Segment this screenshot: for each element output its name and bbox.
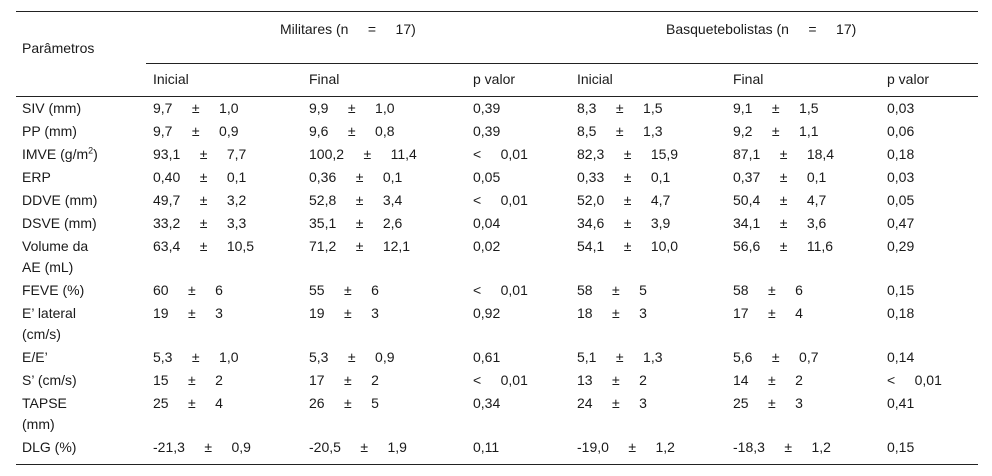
row-basquete-final: 34,1 ± 3,6 (733, 215, 827, 231)
row-basquete-final: 87,1 ± 18,4 (733, 146, 835, 162)
row-basquete-final: 9,1 ± 1,5 (733, 100, 819, 116)
row-basquete-inicial: 5,1 ± 1,3 (577, 349, 663, 365)
row-param-line2: (cm/s) (22, 326, 61, 342)
row-basquete-p: 0,18 (887, 305, 915, 321)
row-militares-inicial: 60 ± 6 (153, 282, 223, 298)
row-militares-final: 71,2 ± 12,1 (309, 238, 411, 254)
row-param: S’ (cm/s) (22, 372, 77, 388)
row-basquete-p: 0,03 (887, 169, 915, 185)
row-param: DSVE (mm) (22, 215, 97, 231)
row-militares-final: 9,6 ± 0,8 (309, 123, 395, 139)
table-row (16, 303, 978, 347)
row-param: TAPSE (22, 395, 67, 411)
subheader-final-basquete: Final (733, 71, 764, 87)
table-row (16, 347, 978, 369)
table-row (16, 167, 978, 189)
row-militares-final: 19 ± 3 (309, 305, 379, 321)
row-militares-inicial: 63,4 ± 10,5 (153, 238, 255, 254)
row-param-superscript: 2 (88, 145, 94, 156)
row-militares-p: 0,92 (473, 305, 501, 321)
row-militares-final: 55 ± 6 (309, 282, 379, 298)
row-militares-final: 0,36 ± 0,1 (309, 169, 403, 185)
row-militares-p: 0,02 (473, 238, 501, 254)
row-param: E/E’ (22, 349, 48, 365)
subheader-inicial-militares: Inicial (153, 71, 189, 87)
row-militares-p: < 0,01 (473, 372, 528, 388)
subheader-rule (16, 96, 978, 97)
row-basquete-inicial: 58 ± 5 (577, 282, 647, 298)
row-basquete-final: 0,37 ± 0,1 (733, 169, 827, 185)
row-basquete-p: 0,18 (887, 146, 915, 162)
row-militares-p: 0,04 (473, 215, 501, 231)
row-basquete-inicial: 18 ± 3 (577, 305, 647, 321)
row-param-text-end: ) (93, 146, 98, 162)
subheader-inicial-basquete: Inicial (577, 71, 613, 87)
subheader-p-valor-basquete: p valor (887, 71, 930, 87)
row-basquete-final: 58 ± 6 (733, 282, 803, 298)
row-basquete-final: 5,6 ± 0,7 (733, 349, 819, 365)
row-militares-p: 0,39 (473, 100, 501, 116)
row-param: DDVE (mm) (22, 192, 98, 208)
row-basquete-p: 0,05 (887, 192, 915, 208)
row-militares-p: 0,61 (473, 349, 501, 365)
row-basquete-inicial: 54,1 ± 10,0 (577, 238, 679, 254)
table-row (16, 98, 978, 120)
row-basquete-inicial: 13 ± 2 (577, 372, 647, 388)
table-row (16, 213, 978, 235)
row-param: E’ lateral (22, 305, 76, 321)
row-militares-p: < 0,01 (473, 282, 528, 298)
row-militares-final: 5,3 ± 0,9 (309, 349, 395, 365)
row-param: FEVE (%) (22, 282, 85, 298)
table-row (16, 236, 978, 280)
row-militares-inicial: 33,2 ± 3,3 (153, 215, 247, 231)
row-basquete-final: -18,3 ± 1,2 (733, 439, 831, 455)
row-militares-p: < 0,01 (473, 192, 528, 208)
header-parametros: Parâmetros (22, 40, 95, 56)
row-param-line2: (mm) (22, 416, 55, 432)
table-row (16, 144, 978, 166)
row-basquete-final: 17 ± 4 (733, 305, 803, 321)
row-basquete-p: 0,47 (887, 215, 915, 231)
row-basquete-inicial: 24 ± 3 (577, 395, 647, 411)
row-militares-p: 0,39 (473, 123, 501, 139)
table-row (16, 437, 978, 459)
row-param: Volume da (22, 238, 89, 254)
row-basquete-p: 0,15 (887, 439, 915, 455)
row-param: DLG (%) (22, 439, 77, 455)
row-militares-inicial: 5,3 ± 1,0 (153, 349, 239, 365)
row-militares-inicial: 93,1 ± 7,7 (153, 146, 247, 162)
header-group-militares: Militares (n = 17) (280, 21, 416, 37)
row-basquete-p: 0,15 (887, 282, 915, 298)
row-militares-inicial: 49,7 ± 3,2 (153, 192, 247, 208)
row-basquete-inicial: -19,0 ± 1,2 (577, 439, 675, 455)
header-group-basquetebolistas: Basquetebolistas (n = 17) (666, 21, 857, 37)
row-param: PP (mm) (22, 123, 77, 139)
row-militares-inicial: 9,7 ± 1,0 (153, 100, 239, 116)
subheader-p-valor-militares: p valor (473, 71, 516, 87)
row-basquete-inicial: 0,33 ± 0,1 (577, 169, 671, 185)
row-militares-final: 52,8 ± 3,4 (309, 192, 403, 208)
row-param-line2: AE (mL) (22, 259, 74, 275)
row-militares-p: 0,05 (473, 169, 501, 185)
row-param (22, 144, 98, 164)
table-row (16, 190, 978, 212)
row-militares-p: < 0,01 (473, 146, 528, 162)
row-militares-inicial: 15 ± 2 (153, 372, 223, 388)
table-row (16, 370, 978, 392)
row-militares-final: -20,5 ± 1,9 (309, 439, 407, 455)
row-militares-final: 17 ± 2 (309, 372, 379, 388)
subheader-final-militares: Final (309, 71, 340, 87)
row-militares-inicial: 25 ± 4 (153, 395, 223, 411)
row-basquete-p: 0,41 (887, 395, 915, 411)
table-top-rule (16, 11, 978, 12)
row-basquete-final: 14 ± 2 (733, 372, 803, 388)
row-basquete-inicial: 34,6 ± 3,9 (577, 215, 671, 231)
row-basquete-p: 0,29 (887, 238, 915, 254)
row-param-text: IMVE (g/m (22, 146, 89, 162)
row-basquete-final: 25 ± 3 (733, 395, 803, 411)
row-param: SIV (mm) (22, 100, 82, 116)
row-militares-inicial: 9,7 ± 0,9 (153, 123, 239, 139)
row-basquete-p: 0,03 (887, 100, 915, 116)
row-militares-inicial: 19 ± 3 (153, 305, 223, 321)
row-basquete-p: 0,06 (887, 123, 915, 139)
row-basquete-final: 50,4 ± 4,7 (733, 192, 827, 208)
row-basquete-p: 0,14 (887, 349, 915, 365)
group-header-rule (146, 63, 978, 64)
row-basquete-inicial: 82,3 ± 15,9 (577, 146, 679, 162)
row-militares-final: 100,2 ± 11,4 (309, 146, 417, 162)
row-militares-final: 26 ± 5 (309, 395, 379, 411)
row-basquete-final: 9,2 ± 1,1 (733, 123, 819, 139)
row-basquete-inicial: 8,3 ± 1,5 (577, 100, 663, 116)
row-militares-inicial: -21,3 ± 0,9 (153, 439, 251, 455)
row-basquete-p: < 0,01 (887, 372, 942, 388)
table-row (16, 280, 978, 302)
row-basquete-inicial: 8,5 ± 1,3 (577, 123, 663, 139)
row-militares-final: 9,9 ± 1,0 (309, 100, 395, 116)
row-basquete-inicial: 52,0 ± 4,7 (577, 192, 671, 208)
table-row (16, 393, 978, 437)
table-row (16, 121, 978, 143)
row-militares-final: 35,1 ± 2,6 (309, 215, 403, 231)
row-militares-p: 0,11 (473, 439, 500, 455)
row-basquete-final: 56,6 ± 11,6 (733, 238, 834, 254)
row-militares-inicial: 0,40 ± 0,1 (153, 169, 247, 185)
table-bottom-rule (16, 464, 978, 465)
row-param: ERP (22, 169, 51, 185)
row-militares-p: 0,34 (473, 395, 501, 411)
